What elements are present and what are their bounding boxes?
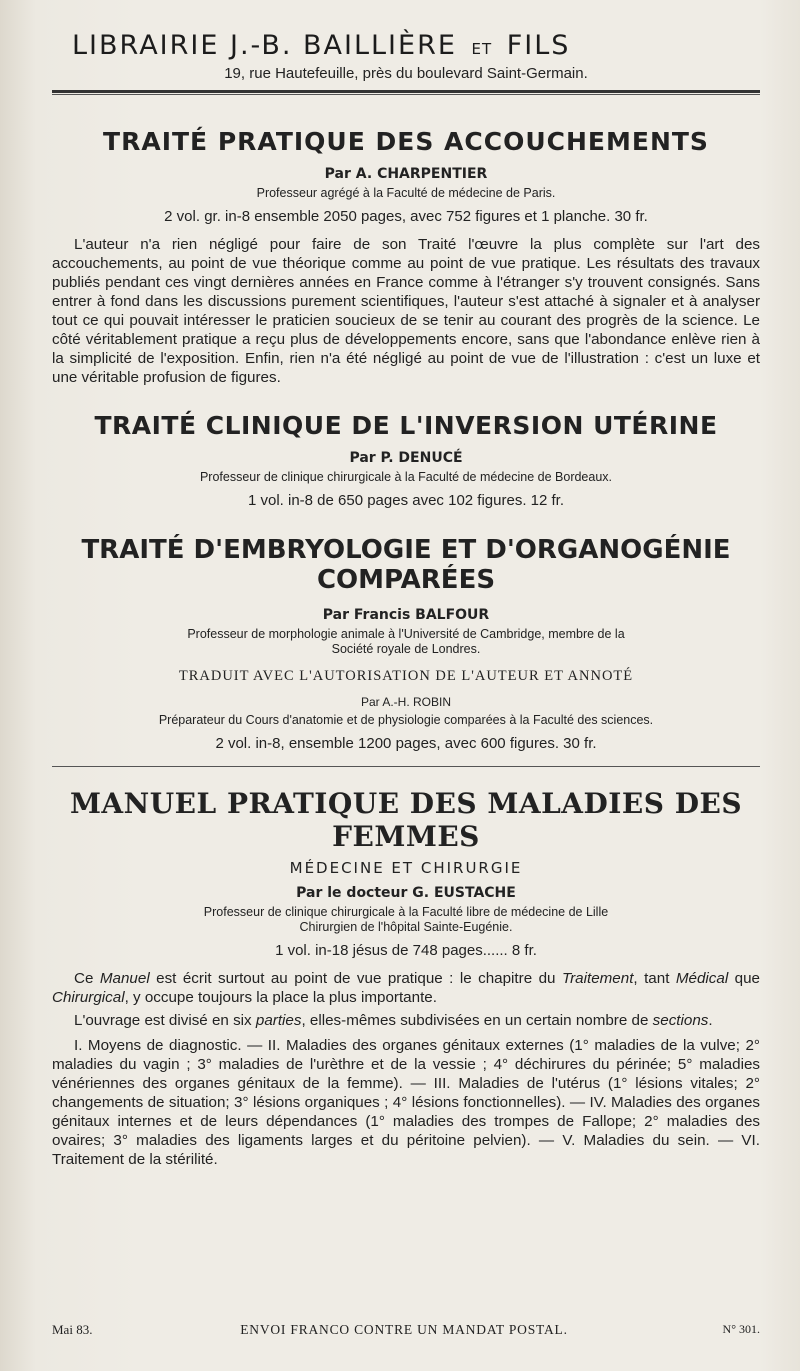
publisher-name-text: LIBRAIRIE J.-B. BAILLIÈRE [72,30,457,61]
book-title: TRAITÉ PRATIQUE DES ACCOUCHEMENTS [103,127,709,156]
book-accouchements [52,127,760,387]
author-credentials: Professeur de clinique chirurgicale à la Faculté libre de médecine de Lille [203,905,609,919]
book-title: TRAITÉ D'EMBRYOLOGIE ET D'ORGANOGÉNIE COMPARÉES [81,535,731,595]
translator-name: Par A.-H. ROBIN [360,695,452,709]
section-rule [52,766,760,767]
book-maladies-femmes [52,787,760,1169]
volume-info: 1 vol. in-18 jésus de 748 pages...... 8 fr. [275,942,537,959]
author-credentials: Professeur de morphologie animale à l'Université de Cambridge, membre de la [187,627,625,641]
book-subtitle: MÉDECINE ET CHIRURGIE [289,859,523,877]
book-author: Par A. CHARPENTIER [324,166,488,182]
book-title: TRAITÉ CLINIQUE DE L'INVERSION UTÉRINE [94,411,718,440]
text-run-italic: parties [255,1012,302,1029]
publisher-et: ET [471,40,493,58]
text-run: . [708,1012,713,1029]
translation-note: TRADUIT AVEC L'AUTORISATION DE L'AUTEUR ET ANNOTÉ [178,668,634,684]
publisher-address: 19, rue Hautefeuille, près du boulevard Saint-Germain. [224,65,588,82]
text-run-italic: Chirurgical [52,989,125,1006]
publisher-header [52,30,760,95]
text-run-italic: Traitement [561,970,634,987]
book-inversion-uterine [52,411,760,509]
author-credentials-2: Chirurgien de l'hôpital Sainte-Eugénie. [299,920,513,934]
book-title: MANUEL PRATIQUE DES MALADIES DES FEMMES [69,787,743,853]
text-run: que [728,970,761,987]
publisher-name [72,30,760,61]
book-embryologie [52,535,760,767]
text-run: est écrit surtout au point de vue pratique : le chapitre du [149,970,562,987]
text-run-italic: sections [652,1012,709,1029]
text-run: , tant [633,970,676,987]
volume-info: 2 vol. gr. in-8 ensemble 2050 pages, avec 752 figures et 1 planche. 30 fr. [164,208,648,225]
book-author: Par le docteur G. EUSTACHE [296,885,516,901]
volume-info: 1 vol. in-8 de 650 pages avec 102 figures. 12 fr. [247,492,565,509]
text-run: L'ouvrage est divisé en six [74,1012,256,1029]
author-credentials: Professeur de clinique chirurgicale à la Faculté de médecine de Bordeaux. [199,470,613,484]
author-credentials-2: Société royale de Londres. [331,642,481,656]
footer-date: Mai 83. [52,1322,93,1337]
book-description: L'auteur n'a rien négligé pour faire de son Traité l'œuvre la plus complète sur l'art des accouchements, au point de vue théorique comme au point de vue pratique. Les résultats des travaux publiés pendant ces vingt dernières années en France comme à l'étranger s'y trouvent consignés. Sans entrer à fond dans les discussions purement scientifiques, l'auteur s'est attaché à signaler et à analyser tout ce qui pouvait intéresser le praticien soucieux de se tenir au courant des progrès de la science. Le côté véritablement pratique a reçu plus de développements encore, sans que l'abondance enlève rien à la simplicité de l'exposition. Enfin, rien n'a été négligé au point de vue de l'illustration : c'est un luxe et une véritable profusion de figures. [52,236,760,386]
book-author: Par Francis BALFOUR [322,607,490,623]
author-credentials: Professeur agrégé à la Faculté de médecine de Paris. [256,186,556,200]
description-para-1 [52,969,760,1007]
text-run: , elles-mêmes subdivisées en un certain nombre de [301,1012,653,1029]
header-rule [52,90,760,95]
text-run-italic: Médical [675,970,729,987]
volume-info: 2 vol. in-8, ensemble 1200 pages, avec 600 figures. 30 fr. [215,735,597,752]
footer-notice: ENVOI FRANCO CONTRE UN MANDAT POSTAL. [240,1322,568,1337]
publisher-fils: FILS [506,30,571,61]
translator-credentials: Préparateur du Cours d'anatomie et de physiologie comparées à la Faculté des sciences. [158,713,654,727]
book-author: Par P. DENUCÉ [349,450,463,466]
text-run: Ce [74,970,100,987]
contents-para: I. Moyens de diagnostic. — II. Maladies des organes génitaux externes (1° maladies de la vulve; 2° maladies du vagin ; 3° maladies de l'urèthre et de la vessie ; 4° déchirures du périnée; 5° maladies vénériennes des organes génitaux de la femme). — III. Maladies de l'utérus (1° lésions vitales; 2° changements de situation; 3° lésions organiques ; 4° lésions fonctionnelles). — IV. Maladies des organes génitaux internes et de leurs dépendances (1° maladies des trompes de Fallope; 2° maladies des ovaires; 3° maladies des ligaments larges et du péritoine pelvien). — V. Maladies du sein. — VI. Traitement de la stérilité. [52,1037,760,1168]
description-para-2 [52,1011,760,1030]
text-run: , y occupe toujours la place la plus importante. [124,989,437,1006]
text-run-italic: Manuel [99,970,150,987]
footer-number: N° 301. [722,1322,760,1336]
